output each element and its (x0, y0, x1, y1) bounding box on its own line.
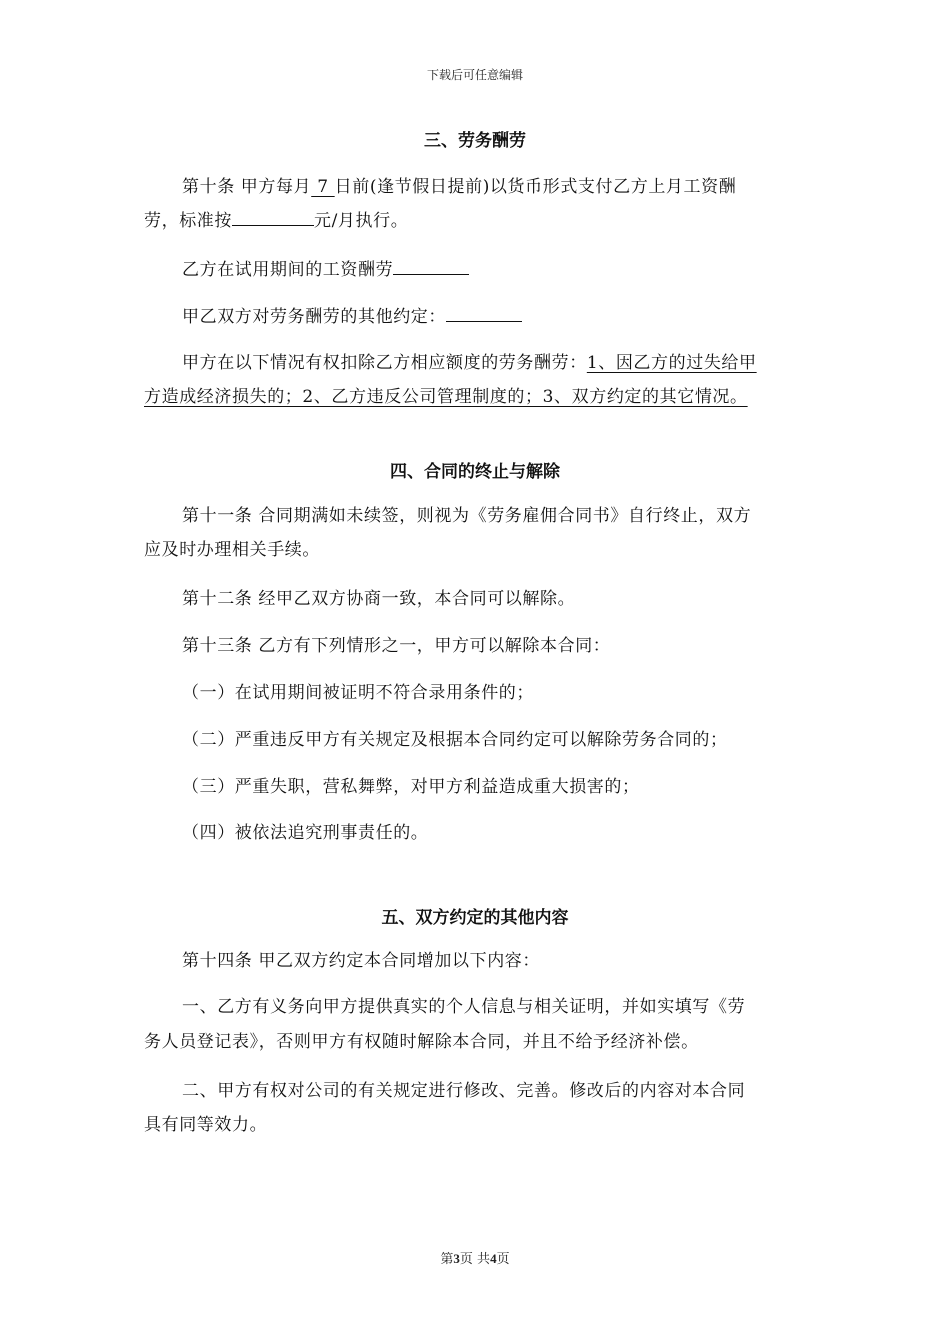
footer-middle: 页 共 (459, 1252, 491, 1267)
article-13: 第十三条 乙方有下列情形之一，甲方可以解除本合同： (182, 636, 611, 656)
deduction-text-b: 1、因乙方的过失给甲 (586, 353, 757, 373)
article-10-line-1 (144, 170, 808, 204)
article-10-text-a: 第十条 甲方每月 (182, 177, 312, 197)
footer-suffix: 页 (496, 1252, 510, 1267)
total-page-number: 4 (490, 1251, 497, 1266)
deduction-line-2 (144, 380, 808, 414)
current-page-number: 3 (453, 1251, 460, 1266)
probation-pay-text: 乙方在试用期间的工资酬劳 (182, 260, 394, 280)
clause-item-2: （二）严重违反甲方有关规定及根据本合同约定可以解除劳务合同的； (182, 730, 728, 750)
deduction-text-a: 甲方在以下情况有权扣除乙方相应额度的劳务酬劳： (182, 353, 587, 373)
article-11-line-2: 应及时办理相关手续。 (144, 540, 320, 560)
provision-2-line-1: 二、甲方有权对公司的有关规定进行修改、完善。修改后的内容对本合同 (182, 1081, 746, 1101)
clause-item-3: （三）严重失职，营私舞弊，对甲方利益造成重大损害的； (182, 777, 640, 797)
salary-blank (232, 207, 314, 226)
probation-pay-blank (393, 256, 469, 275)
probation-pay-line (144, 253, 808, 287)
footer-prefix: 第 (440, 1252, 454, 1267)
article-11-line-1: 第十一条 合同期满如未续签，则视为《劳务雇佣合同书》自行终止，双方 (182, 506, 752, 526)
article-10-line-2 (144, 204, 808, 238)
deduction-text-c: 方造成经济损失的；2、乙方违反公司管理制度的；3、双方约定的其它情况。 (144, 387, 748, 407)
provision-1-line-1: 一、乙方有义务向甲方提供真实的个人信息与相关证明，并如实填写《劳 (182, 997, 746, 1017)
section-4-title: 四、合同的终止与解除 (390, 462, 560, 482)
clause-item-1: （一）在试用期间被证明不符合录用条件的； (182, 683, 534, 703)
article-10-unit: 元/月执行。 (314, 211, 409, 231)
other-pay-line (144, 300, 808, 334)
article-10-text-c: 劳，标准按 (144, 211, 232, 231)
article-10-text-b: 日前(逢节假日提前)以货币形式支付乙方上月工资酬 (334, 177, 737, 197)
deduction-line-1 (144, 346, 808, 380)
section-5-title: 五、双方约定的其他内容 (381, 908, 569, 928)
provision-1-line-2: 务人员登记表》，否则甲方有权随时解除本合同，并且不给予经济补偿。 (144, 1032, 699, 1052)
article-14: 第十四条 甲乙双方约定本合同增加以下内容： (182, 951, 541, 971)
article-12: 第十二条 经甲乙双方协商一致，本合同可以解除。 (182, 589, 576, 609)
page-footer (0, 1248, 950, 1267)
section-3-title: 三、劳务酬劳 (424, 131, 526, 151)
page-header: 下载后可任意编辑 (426, 68, 523, 82)
clause-item-4: （四）被依法追究刑事责任的。 (182, 823, 429, 843)
other-pay-blank (446, 303, 522, 322)
other-pay-text: 甲乙双方对劳务酬劳的其他约定： (182, 307, 446, 327)
payday-value: 7 (311, 177, 335, 197)
provision-2-line-2: 具有同等效力。 (144, 1115, 268, 1135)
